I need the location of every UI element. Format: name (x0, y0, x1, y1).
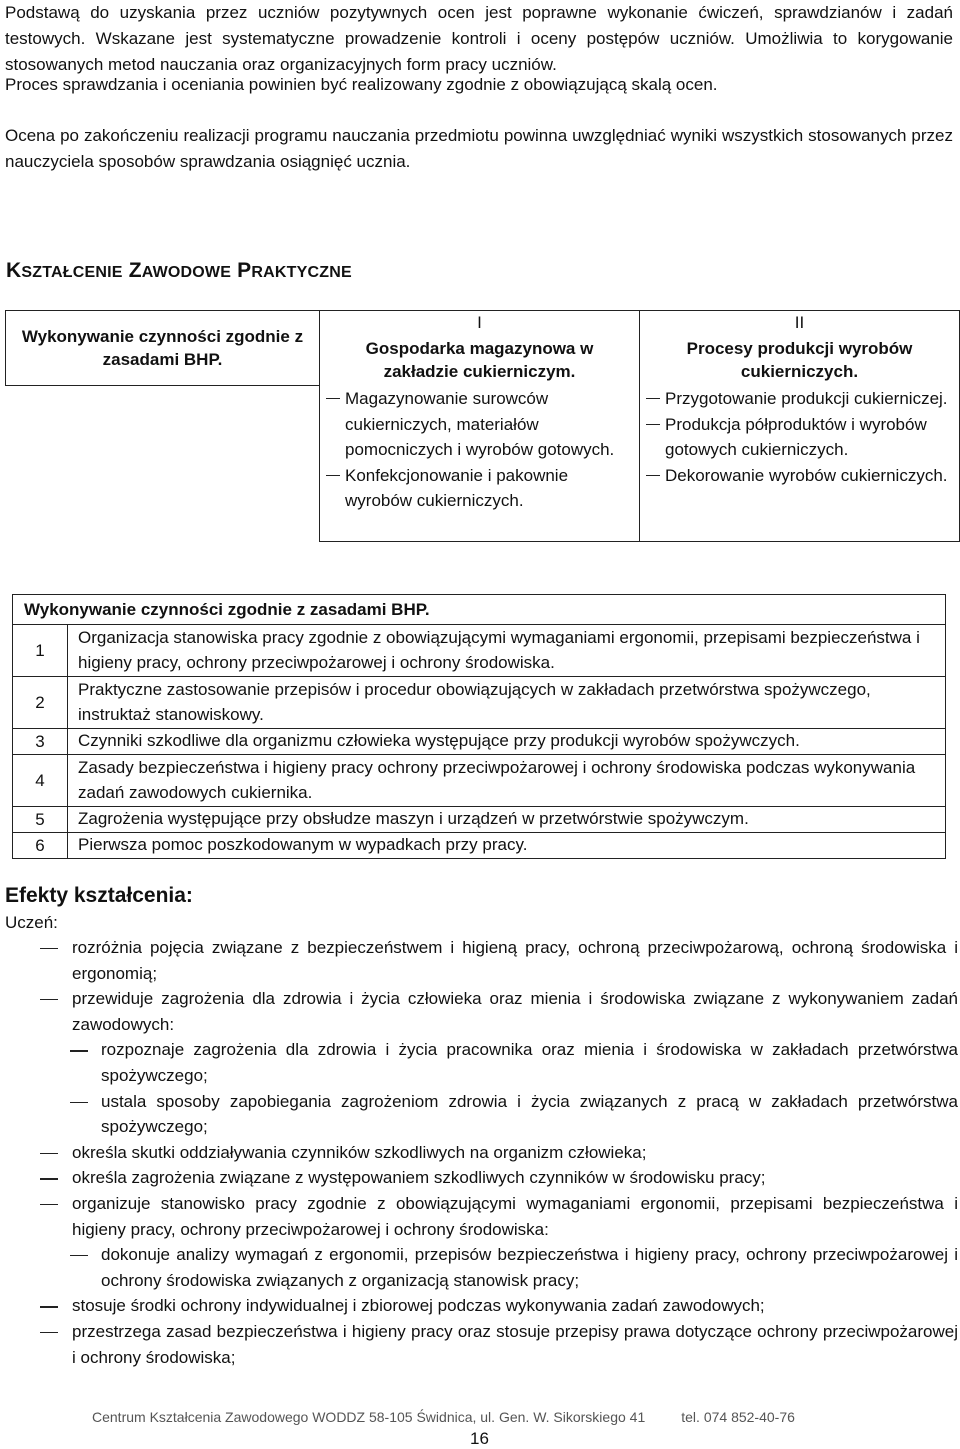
module-topics (640, 386, 959, 488)
table-header-row (13, 595, 946, 625)
list-item: określa skutki oddziaływania czynników szkodliwych na organizm człowieka; (0, 1140, 958, 1166)
table-header: Wykonywanie czynności zgodnie z zasadami BHP. (13, 595, 946, 625)
list-item: dokonuje analizy wymagań z ergonomii, przepisów bezpieczeństwa i higieny pracy, ochrony przeciwpożarowej i ochrony środowiska związanych z organizacją stanowisk pracy; (0, 1242, 958, 1293)
table-row (13, 755, 946, 807)
intro-paragraph-1b: Proces sprawdzania i oceniania powinien być realizowany zgodnie z obowiązującą skalą ocen. (5, 75, 718, 94)
row-number: 2 (13, 677, 68, 729)
row-text: Praktyczne zastosowanie przepisów i procedur obowiązujących w zakładach przetwórstwa spożywczego, instruktaż stanowiskowy. (68, 677, 946, 729)
list-item: organizuje stanowisko pracy zgodnie z obowiązującymi wymaganiami ergonomii, przepisami bezpieczeństwa i higieny pracy, ochrony przeciwpożarowej i ochrony środowiska: (0, 1191, 958, 1242)
footer-address: Centrum Kształcenia Zawodowego WODDZ 58-105 Świdnica, ul. Gen. W. Sikorskiego 41 (92, 1409, 646, 1425)
outcomes-subtitle: Uczeń: (5, 913, 58, 932)
page-number: 16 (470, 1429, 489, 1448)
outcomes-title: Efekty kształcenia: (5, 884, 193, 907)
module-box-warehouse (319, 310, 640, 542)
list-item: rozróżnia pojęcia związane z bezpieczeństwem i higieną pracy, ochroną przeciwpożarową, ochroną środowiska i ergonomią; (0, 935, 958, 986)
list-item: Produkcja półproduktów i wyrobów gotowych cukierniczych. (640, 412, 959, 463)
table-row (13, 833, 946, 859)
footer-phone: tel. 074 852-40-76 (681, 1409, 795, 1425)
row-text: Zagrożenia występujące przy obsłudze maszyn i urządzeń w przetwórstwie spożywczym. (68, 807, 946, 833)
list-item: Przygotowanie produkcji cukierniczej. (640, 386, 959, 412)
list-item: ustala sposoby zapobiegania zagrożeniom zdrowia i życia związanych z pracą w zakładach przetwórstwa spożywczego; (0, 1089, 958, 1140)
outcomes-list (0, 935, 958, 1370)
row-number: 5 (13, 807, 68, 833)
list-item: Konfekcjonowanie i pakownie wyrobów cukierniczych. (320, 463, 639, 514)
row-text: Organizacja stanowiska pracy zgodnie z obowiązującymi wymaganiami ergonomii, przepisami bezpieczeństwa i higieny pracy, ochrony przeciwpożarowej i ochrony środowiska. (68, 625, 946, 677)
row-number: 6 (13, 833, 68, 859)
row-number: 3 (13, 729, 68, 755)
row-text: Zasady bezpieczeństwa i higieny pracy ochrony przeciwpożarowej i ochrony środowiska podczas wykonywania zadań zawodowych cukiernika. (68, 755, 946, 807)
list-item: przestrzega zasad bezpieczeństwa i higieny pracy oraz stosuje przepisy prawa dotyczące ochrony przeciwpożarowej i ochrony środowiska; (0, 1319, 958, 1370)
table-row (13, 677, 946, 729)
module-box-bhp-title: Wykonywanie czynności zgodnie z zasadami BHP. (21, 327, 304, 369)
module-box-bhp (5, 310, 320, 386)
module-number: I (477, 313, 482, 332)
module-number: II (794, 313, 805, 332)
intro-paragraph-1: Podstawą do uzyskania przez uczniów pozytywnych ocen jest poprawne wykonanie ćwiczeń, sprawdzianów i zadań testowych. Wskazane jest systematyczne prowadzenie kontroli i oceny postępów uczniów. Umożliwia to korygowanie stosowanych metod nauczania oraz organizacyjnych form pracy uczniów. (5, 3, 953, 74)
bhp-table (12, 594, 946, 859)
list-item: Dekorowanie wyrobów cukierniczych. (640, 463, 959, 489)
table-row (13, 807, 946, 833)
module-title: Gospodarka magazynowa w zakładzie cukierniczym. (365, 339, 594, 381)
list-item: stosuje środki ochrony indywidualnej i zbiorowej podczas wykonywania zadań zawodowych; (0, 1293, 958, 1319)
list-item: przewiduje zagrożenia dla zdrowia i życia człowieka oraz mienia i środowiska związane z wykonywaniem zadań zawodowych: (0, 986, 958, 1037)
row-text: Czynniki szkodliwe dla organizmu człowieka występujące przy produkcji wyrobów spożywczych. (68, 729, 946, 755)
row-number: 1 (13, 625, 68, 677)
section-heading: KSZTAŁCENIE ZAWODOWE PRAKTYCZNE (6, 259, 352, 282)
list-item: określa zagrożenia związane z występowaniem szkodliwych czynników w środowisku pracy; (0, 1165, 958, 1191)
list-item: rozpoznaje zagrożenia dla zdrowia i życia pracownika oraz mienia i środowiska w zakładach przetwórstwa spożywczego; (0, 1037, 958, 1088)
module-box-production (639, 310, 960, 542)
module-title: Procesy produkcji wyrobów cukierniczych. (686, 339, 913, 381)
table-row (13, 625, 946, 677)
row-number: 4 (13, 755, 68, 807)
intro-paragraph-2: Ocena po zakończeniu realizacji programu nauczania przedmiotu powinna uwzględniać wyniki wszystkich stosowanych przez nauczyciela sposobów sprawdzania osiągnięć ucznia. (5, 126, 953, 171)
table-row (13, 729, 946, 755)
list-item: Magazynowanie surowców cukierniczych, materiałów pomocniczych i wyrobów gotowych. (320, 386, 639, 463)
page-footer (92, 1409, 795, 1425)
row-text: Pierwsza pomoc poszkodowanym w wypadkach przy pracy. (68, 833, 946, 859)
module-topics (320, 386, 639, 514)
